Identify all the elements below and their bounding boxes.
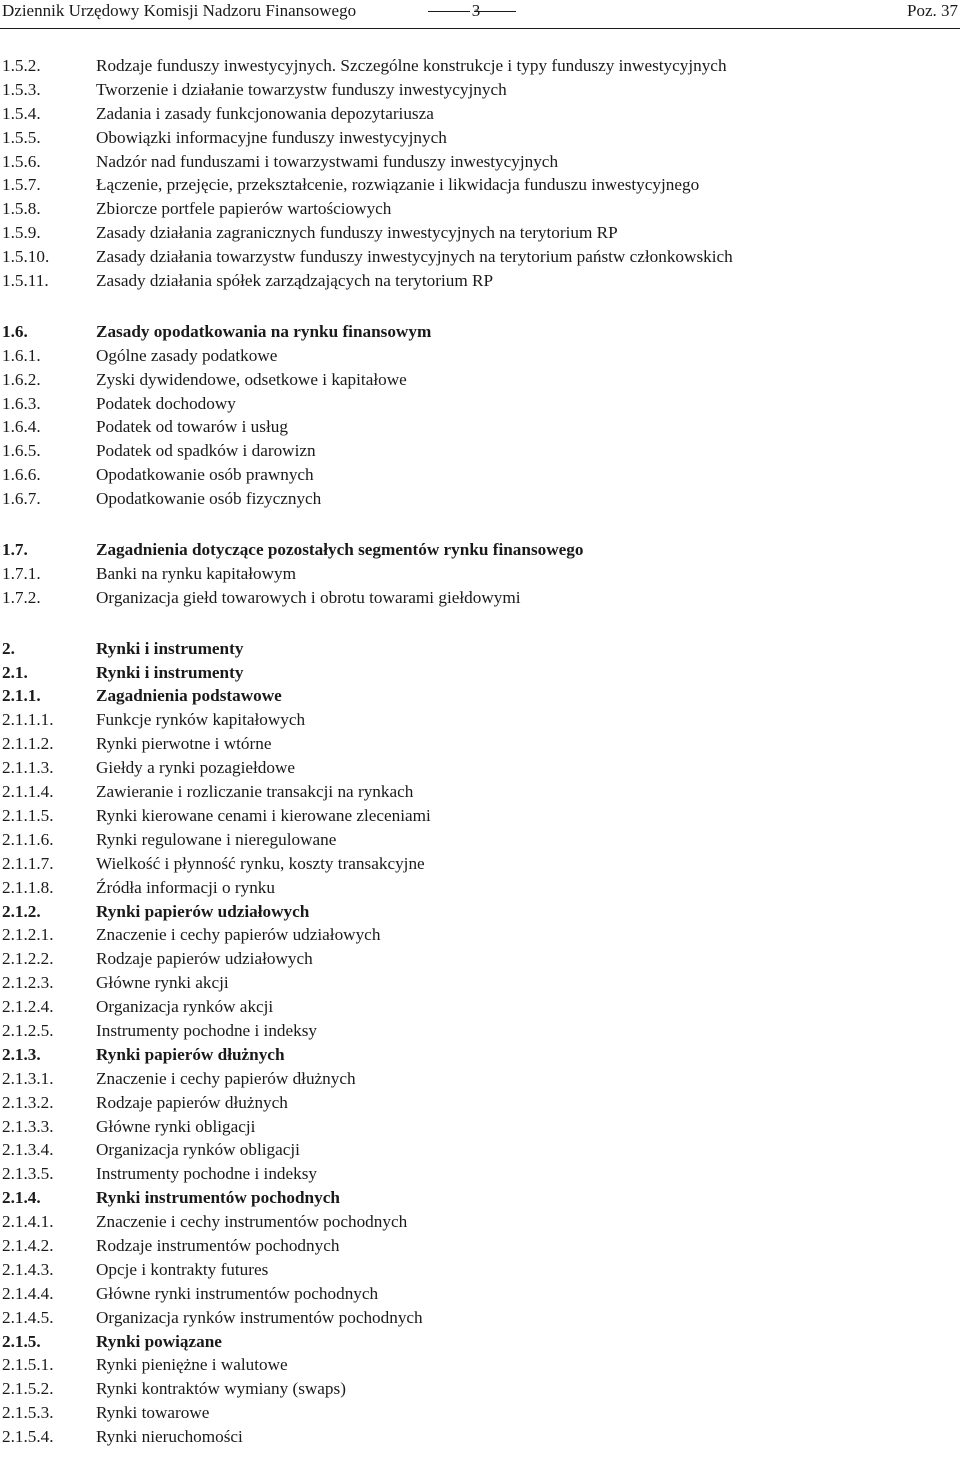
header-dash-right (474, 11, 516, 12)
toc-entry-title: Zagadnienia podstawowe (96, 686, 282, 706)
toc-entry-title: Zadania i zasady funkcjonowania depozytariusza (96, 103, 434, 123)
toc-entry-number: 2.1.3.1. (2, 1068, 54, 1088)
toc-entry-number: 2.1.1.8. (2, 877, 54, 897)
toc-entry-title: Podatek od towarów i usług (96, 417, 288, 437)
toc-entry-number: 1.6. (2, 321, 28, 341)
toc-entry (0, 487, 960, 511)
toc-entry (0, 439, 960, 463)
toc-heading (0, 320, 960, 344)
toc-entry-title: Instrumenty pochodne i indeksy (96, 1020, 318, 1040)
toc-entry-title: Wielkość i płynność rynku, koszty transakcyjne (96, 853, 425, 873)
toc-entry-title: Rynki pieniężne i walutowe (96, 1355, 288, 1375)
toc-entry-title: Instrumenty pochodne i indeksy (96, 1164, 318, 1184)
toc-entry-title: Organizacja rynków instrumentów pochodnych (96, 1307, 423, 1327)
toc-entry-number: 2.1.2.1. (2, 925, 54, 945)
toc-section (0, 54, 960, 293)
toc-entry-number: 1.6.3. (2, 393, 41, 413)
toc-entry-number: 2.1.4.4. (2, 1283, 54, 1303)
toc-entry-number: 2.1.1.2. (2, 734, 54, 754)
journal-title: Dziennik Urzędowy Komisji Nadzoru Finansowego (2, 1, 357, 20)
toc-entry (0, 1377, 960, 1401)
toc-entry-number: 1.5.8. (2, 199, 41, 219)
toc-entry (0, 1234, 960, 1258)
toc-entry (0, 923, 960, 947)
toc-entry-title: Opodatkowanie osób fizycznych (96, 489, 322, 509)
toc-entry (0, 1138, 960, 1162)
toc-entry-number: 1.5.9. (2, 223, 41, 243)
page-header (0, 0, 960, 30)
toc-entry-title: Zyski dywidendowe, odsetkowe i kapitałowe (96, 369, 407, 389)
toc-heading (0, 1330, 960, 1354)
toc-entry-title: Rynki powiązane (96, 1331, 222, 1351)
toc-entry-number: 2.1.5. (2, 1331, 41, 1351)
toc-entry-number: 1.5.4. (2, 103, 41, 123)
toc-entry-title: Rynki regulowane i nieregulowane (96, 829, 337, 849)
toc-entry-title: Zagadnienia dotyczące pozostałych segmentów rynku finansowego (96, 540, 584, 560)
toc-heading (0, 538, 960, 562)
toc-entry-number: 2.1.1.3. (2, 758, 54, 778)
toc-entry (0, 947, 960, 971)
toc-entry-number: 1.7.1. (2, 563, 41, 583)
toc-entry-number: 1.6.7. (2, 489, 41, 509)
toc-section (0, 637, 960, 1449)
toc-entry (0, 852, 960, 876)
toc-entry-title: Funkcje rynków kapitałowych (96, 710, 306, 730)
toc-section (0, 320, 960, 511)
toc-entry-title: Nadzór nad funduszami i towarzystwami funduszy inwestycyjnych (96, 151, 559, 171)
toc-entry-title: Zasady działania spółek zarządzających na terytorium RP (96, 271, 494, 291)
toc-entry-number: 2.1.5.4. (2, 1427, 54, 1447)
toc-entry-number: 1.7.2. (2, 587, 41, 607)
toc-entry-number: 1.5.6. (2, 151, 41, 171)
toc-entry-number: 2.1.5.2. (2, 1379, 54, 1399)
toc-entry (0, 780, 960, 804)
toc-entry-title: Główne rynki akcji (96, 973, 229, 993)
toc-heading (0, 684, 960, 708)
header-rule (0, 28, 960, 29)
toc-entry-number: 2.1.4.3. (2, 1259, 54, 1279)
toc-entry (0, 463, 960, 487)
toc-entry-title: Znaczenie i cechy papierów udziałowych (96, 925, 381, 945)
toc-entry (0, 78, 960, 102)
toc-entry-number: 2.1.1.4. (2, 782, 54, 802)
toc-entry (0, 150, 960, 174)
toc-entry-number: 2.1.1.1. (2, 710, 54, 730)
toc-entry-number: 2. (2, 638, 15, 658)
toc-entry-title: Podatek dochodowy (96, 393, 236, 413)
toc-entry (0, 1258, 960, 1282)
toc-entry-number: 1.5.5. (2, 127, 41, 147)
toc-entry-title: Rodzaje papierów dłużnych (96, 1092, 288, 1112)
toc-entry-title: Zasady działania zagranicznych funduszy inwestycyjnych na terytorium RP (96, 223, 618, 243)
toc-entry (0, 245, 960, 269)
toc-entry-number: 1.5.7. (2, 175, 41, 195)
toc-entry (0, 708, 960, 732)
toc-entry (0, 732, 960, 756)
toc-heading (0, 661, 960, 685)
toc-entry-title: Organizacja rynków akcji (96, 997, 274, 1017)
toc-entry-number: 2.1. (2, 662, 28, 682)
toc-entry-number: 2.1.1.6. (2, 829, 54, 849)
toc-entry (0, 1091, 960, 1115)
toc-entry-number: 2.1.2. (2, 901, 41, 921)
toc-entry-number: 1.6.1. (2, 345, 41, 365)
toc-entry (0, 586, 960, 610)
toc-entry-number: 1.5.11. (2, 271, 49, 291)
toc-entry-title: Giełdy a rynki pozagiełdowe (96, 758, 296, 778)
toc-entry-number: 2.1.1.7. (2, 853, 54, 873)
toc-entry-number: 2.1.3.2. (2, 1092, 54, 1112)
item-number: Poz. 37 (907, 1, 958, 20)
toc-entry (0, 368, 960, 392)
toc-entry-title: Rynki pierwotne i wtórne (96, 734, 272, 754)
toc-entry (0, 1162, 960, 1186)
toc-entry (0, 1067, 960, 1091)
page-number: 3 (471, 1, 481, 20)
toc-entry (0, 756, 960, 780)
toc-entry-number: 2.1.2.2. (2, 949, 54, 969)
toc-entry-title: Podatek od spadków i darowizn (96, 441, 316, 461)
toc-entry-title: Opodatkowanie osób prawnych (96, 465, 314, 485)
toc-entry-number: 1.6.6. (2, 465, 41, 485)
toc-entry (0, 344, 960, 368)
toc-entry (0, 1210, 960, 1234)
toc-entry (0, 562, 960, 586)
toc-entry (0, 804, 960, 828)
toc-entry (0, 415, 960, 439)
toc-entry (0, 1353, 960, 1377)
toc-entry-title: Rynki towarowe (96, 1403, 210, 1423)
toc-entry-title: Główne rynki obligacji (96, 1116, 256, 1136)
toc-entry-number: 2.1.3.4. (2, 1140, 54, 1160)
toc-entry-number: 1.6.5. (2, 441, 41, 461)
toc-entry-title: Rynki i instrumenty (96, 638, 244, 658)
toc-entry (0, 828, 960, 852)
toc-entry (0, 1306, 960, 1330)
toc-entry-title: Znaczenie i cechy papierów dłużnych (96, 1068, 356, 1088)
toc-entry-title: Rynki nieruchomości (96, 1427, 243, 1447)
toc-entry-number: 1.6.2. (2, 369, 41, 389)
table-of-contents (0, 54, 960, 1476)
toc-entry-title: Zasady działania towarzystw funduszy inwestycyjnych na terytorium państw członkowskich (96, 247, 733, 267)
toc-entry-number: 2.1.3. (2, 1044, 41, 1064)
toc-entry-number: 2.1.2.4. (2, 997, 54, 1017)
toc-entry-title: Rodzaje papierów udziałowych (96, 949, 313, 969)
toc-heading (0, 637, 960, 661)
toc-entry-title: Główne rynki instrumentów pochodnych (96, 1283, 379, 1303)
toc-entry-title: Rynki kierowane cenami i kierowane zleceniami (96, 805, 431, 825)
toc-heading (0, 1186, 960, 1210)
toc-entry-number: 1.7. (2, 540, 28, 560)
toc-entry-number: 2.1.5.3. (2, 1403, 54, 1423)
toc-entry-number: 2.1.4.5. (2, 1307, 54, 1327)
toc-entry-title: Rynki papierów dłużnych (96, 1044, 285, 1064)
toc-entry-title: Znaczenie i cechy instrumentów pochodnych (96, 1212, 408, 1232)
toc-entry (0, 126, 960, 150)
toc-entry-number: 2.1.4. (2, 1188, 41, 1208)
toc-entry (0, 1401, 960, 1425)
toc-entry-number: 2.1.3.5. (2, 1164, 54, 1184)
toc-entry (0, 221, 960, 245)
toc-entry-title: Tworzenie i działanie towarzystw funduszy inwestycyjnych (96, 79, 507, 99)
toc-entry (0, 197, 960, 221)
toc-entry (0, 173, 960, 197)
toc-entry-number: 2.1.4.2. (2, 1235, 54, 1255)
toc-heading (0, 1043, 960, 1067)
toc-entry-title: Zawieranie i rozliczanie transakcji na rynkach (96, 782, 414, 802)
toc-entry-number: 2.1.3.3. (2, 1116, 54, 1136)
toc-entry-number: 1.6.4. (2, 417, 41, 437)
toc-entry (0, 1115, 960, 1139)
toc-entry-title: Źródła informacji o rynku (96, 877, 275, 897)
toc-entry-title: Rodzaje instrumentów pochodnych (96, 1235, 340, 1255)
toc-entry-number: 2.1.1.5. (2, 805, 54, 825)
toc-entry-number: 2.1.2.5. (2, 1020, 54, 1040)
toc-entry-title: Zasady opodatkowania na rynku finansowym (96, 321, 432, 341)
toc-entry-number: 1.5.10. (2, 247, 50, 267)
toc-entry-title: Zbiorcze portfele papierów wartościowych (96, 199, 392, 219)
toc-entry-title: Rynki instrumentów pochodnych (96, 1188, 340, 1208)
toc-entry-number: 2.1.1. (2, 686, 41, 706)
toc-entry-number: 1.5.3. (2, 79, 41, 99)
toc-entry (0, 971, 960, 995)
toc-entry-number: 2.1.4.1. (2, 1212, 54, 1232)
toc-entry-title: Rodzaje funduszy inwestycyjnych. Szczególne konstrukcje i typy funduszy inwestycyjnych (96, 56, 727, 75)
toc-entry-title: Organizacja rynków obligacji (96, 1140, 300, 1160)
toc-entry-title: Ogólne zasady podatkowe (96, 345, 278, 365)
toc-section (0, 538, 960, 610)
toc-entry-title: Rynki kontraktów wymiany (swaps) (96, 1379, 346, 1399)
toc-entry-number: 2.1.2.3. (2, 973, 54, 993)
toc-entry-title: Organizacja giełd towarowych i obrotu towarami giełdowymi (96, 587, 521, 607)
toc-entry-title: Rynki i instrumenty (96, 662, 244, 682)
toc-entry (0, 102, 960, 126)
toc-entry (0, 995, 960, 1019)
toc-entry-number: 2.1.5.1. (2, 1355, 54, 1375)
toc-entry (0, 54, 960, 78)
toc-heading (0, 900, 960, 924)
toc-entry-title: Obowiązki informacyjne funduszy inwestycyjnych (96, 127, 447, 147)
toc-entry (0, 876, 960, 900)
toc-entry-title: Opcje i kontrakty futures (96, 1259, 269, 1279)
toc-entry (0, 269, 960, 293)
toc-entry (0, 1019, 960, 1043)
toc-entry-title: Rynki papierów udziałowych (96, 901, 310, 921)
toc-entry-title: Łączenie, przejęcie, przekształcenie, rozwiązanie i likwidacja funduszu inwestycyjnego (96, 175, 700, 195)
toc-entry-title: Banki na rynku kapitałowym (96, 563, 297, 583)
toc-entry (0, 1282, 960, 1306)
toc-entry (0, 392, 960, 416)
toc-entry-number: 1.5.2. (2, 56, 41, 75)
toc-entry (0, 1425, 960, 1449)
